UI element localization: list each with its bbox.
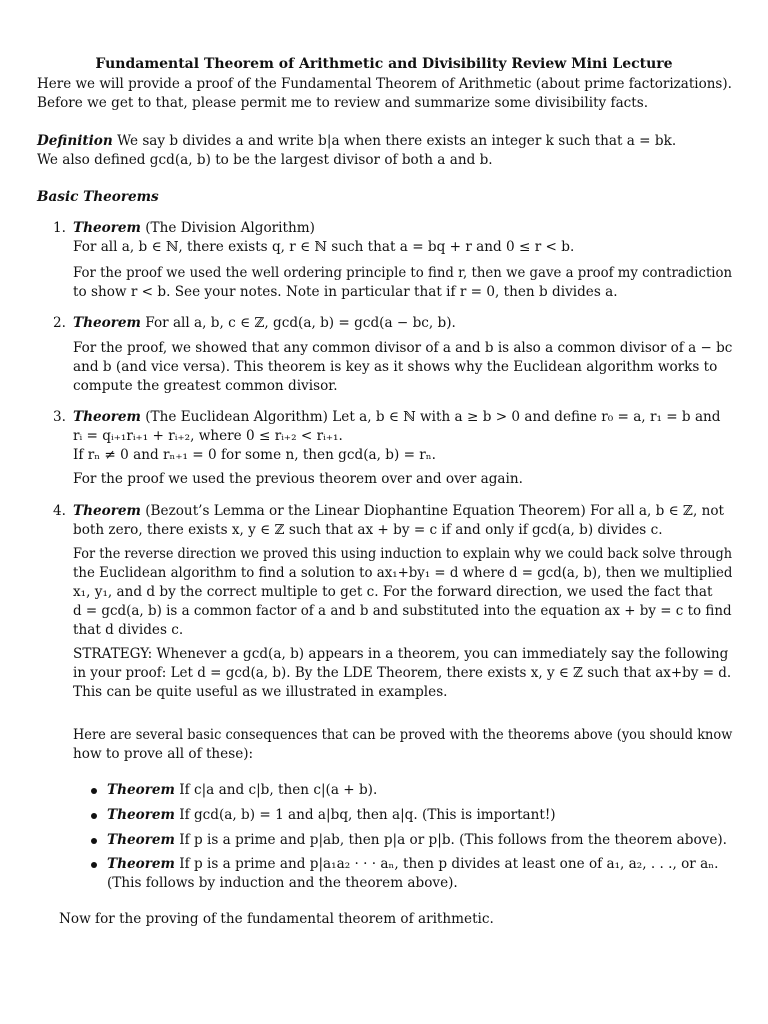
definition-text: We say b divides a and write b|a when there exists an integer k such that a = bk. bbox=[117, 133, 677, 149]
basic-theorems-heading: Basic Theorems bbox=[37, 189, 159, 205]
bullet-3: Theorem If p is a prime and p|ab, then p|a or p|b. (This follows from the theorem above). bbox=[107, 832, 728, 848]
strategy-line-3: This can be quite useful as we illustrated in examples. bbox=[73, 684, 448, 700]
strategy-line-2: in your proof: Let d = gcd(a, b). By the LDE Theorem, there exists x, y ∈ ℤ such that ax+by = d. bbox=[73, 665, 732, 681]
theorem-3-number: 3. bbox=[53, 409, 66, 425]
bullet-4: Theorem If p is a prime and p|a₁a₂ · · · aₙ, then p divides at least one of a₁, a₂, . . ., or aₙ. bbox=[107, 856, 719, 872]
theorem-3-line-3: If rₙ ≠ 0 and rₙ₊₁ = 0 for some n, then gcd(a, b) = rₙ. bbox=[73, 447, 436, 463]
theorem-3-line-2: rᵢ = qᵢ₊₁rᵢ₊₁ + rᵢ₊₂, where 0 ≤ rᵢ₊₂ < rᵢ₊₁. bbox=[73, 428, 343, 444]
consequences-intro-2: how to prove all of these): bbox=[73, 746, 254, 762]
theorem-1-proof-1: For the proof we used the well ordering principle to find r, then we gave a proof my contradiction bbox=[73, 265, 733, 281]
theorem-2-proof-1: For the proof, we showed that any common divisor of a and b is also a common divisor of a − bc bbox=[73, 340, 733, 356]
strategy-line-1: STRATEGY: Whenever a gcd(a, b) appears in a theorem, you can immediately say the following bbox=[73, 646, 729, 662]
bullet-dot bbox=[91, 862, 97, 868]
theorem-3-proof-1: For the proof we used the previous theorem over and over again. bbox=[73, 471, 523, 487]
consequences-intro-1: Here are several basic consequences that can be proved with the theorems above (you should know bbox=[73, 727, 733, 743]
theorem-2-proof-3: compute the greatest common divisor. bbox=[73, 378, 338, 394]
theorem-4-line-2: both zero, there exists x, y ∈ ℤ such that ax + by = c if and only if gcd(a, b) divides c. bbox=[73, 522, 663, 538]
theorem-2-label: Theorem bbox=[73, 315, 141, 331]
definition-line-1 bbox=[37, 132, 676, 151]
theorem-4-proof-3: x₁, y₁, and d by the correct multiple to get c. For the forward direction, we used the fact that bbox=[73, 584, 713, 600]
intro-line-2: Before we get to that, please permit me to review and summarize some divisibility facts. bbox=[37, 95, 649, 111]
theorem-2-number: 2. bbox=[53, 315, 66, 331]
closing-line: Now for the proving of the fundamental theorem of arithmetic. bbox=[59, 911, 494, 927]
theorem-3-line-1: Theorem (The Euclidean Algorithm) Let a, b ∈ ℕ with a ≥ b > 0 and define r₀ = a, r₁ = b and bbox=[73, 409, 721, 425]
bullet-1: Theorem If c|a and c|b, then c|(a + b). bbox=[107, 782, 378, 798]
bullet-2: Theorem If gcd(a, b) = 1 and a|bq, then a|q. (This is important!) bbox=[107, 807, 556, 823]
theorem-1-label: Theorem bbox=[73, 220, 141, 236]
definition-label: Definition bbox=[37, 133, 113, 149]
theorem-1-proof-2: to show r < b. See your notes. Note in particular that if r = 0, then b divides a. bbox=[73, 284, 618, 300]
definition-line-2: We also defined gcd(a, b) to be the largest divisor of both a and b. bbox=[37, 152, 493, 168]
bullet-4-line-2: (This follows by induction and the theorem above). bbox=[107, 875, 458, 891]
theorem-2-proof-2: and b (and vice versa). This theorem is key as it shows why the Euclidean algorithm works to bbox=[73, 359, 718, 375]
theorem-4-proof-4: d = gcd(a, b) is a common factor of a and b and substituted into the equation ax + by = c to find bbox=[73, 603, 732, 619]
theorem-4-proof-5: that d divides c. bbox=[73, 622, 184, 638]
theorem-2-line-1: Theorem For all a, b, c ∈ ℤ, gcd(a, b) = gcd(a − bc, b). bbox=[73, 315, 456, 331]
theorem-3-label: Theorem bbox=[73, 409, 141, 425]
theorem-4-number: 4. bbox=[53, 503, 66, 519]
theorem-4-line-1: Theorem (Bezout’s Lemma or the Linear Diophantine Equation Theorem) For all a, b ∈ ℤ, not bbox=[73, 503, 725, 519]
theorem-1-number: 1. bbox=[53, 220, 66, 236]
bullet-dot bbox=[91, 813, 97, 819]
page-title: Fundamental Theorem of Arithmetic and Divisibility Review Mini Lecture bbox=[95, 56, 673, 72]
theorem-4-proof-2: the Euclidean algorithm to find a solution to ax₁+by₁ = d where d = gcd(a, b), then we multiplied bbox=[73, 565, 733, 581]
theorem-1-line-2: For all a, b ∈ ℕ, there exists q, r ∈ ℕ such that a = bq + r and 0 ≤ r < b. bbox=[73, 239, 575, 255]
intro-line-1: Here we will provide a proof of the Fundamental Theorem of Arithmetic (about prime factorizations). bbox=[37, 76, 732, 92]
theorem-1-line-1: Theorem (The Division Algorithm) bbox=[73, 220, 315, 236]
theorem-4-label: Theorem bbox=[73, 503, 141, 519]
bullet-dot bbox=[91, 788, 97, 794]
bullet-dot bbox=[91, 838, 97, 844]
theorem-4-proof-1: For the reverse direction we proved this using induction to explain why we could back solve through bbox=[73, 546, 733, 562]
